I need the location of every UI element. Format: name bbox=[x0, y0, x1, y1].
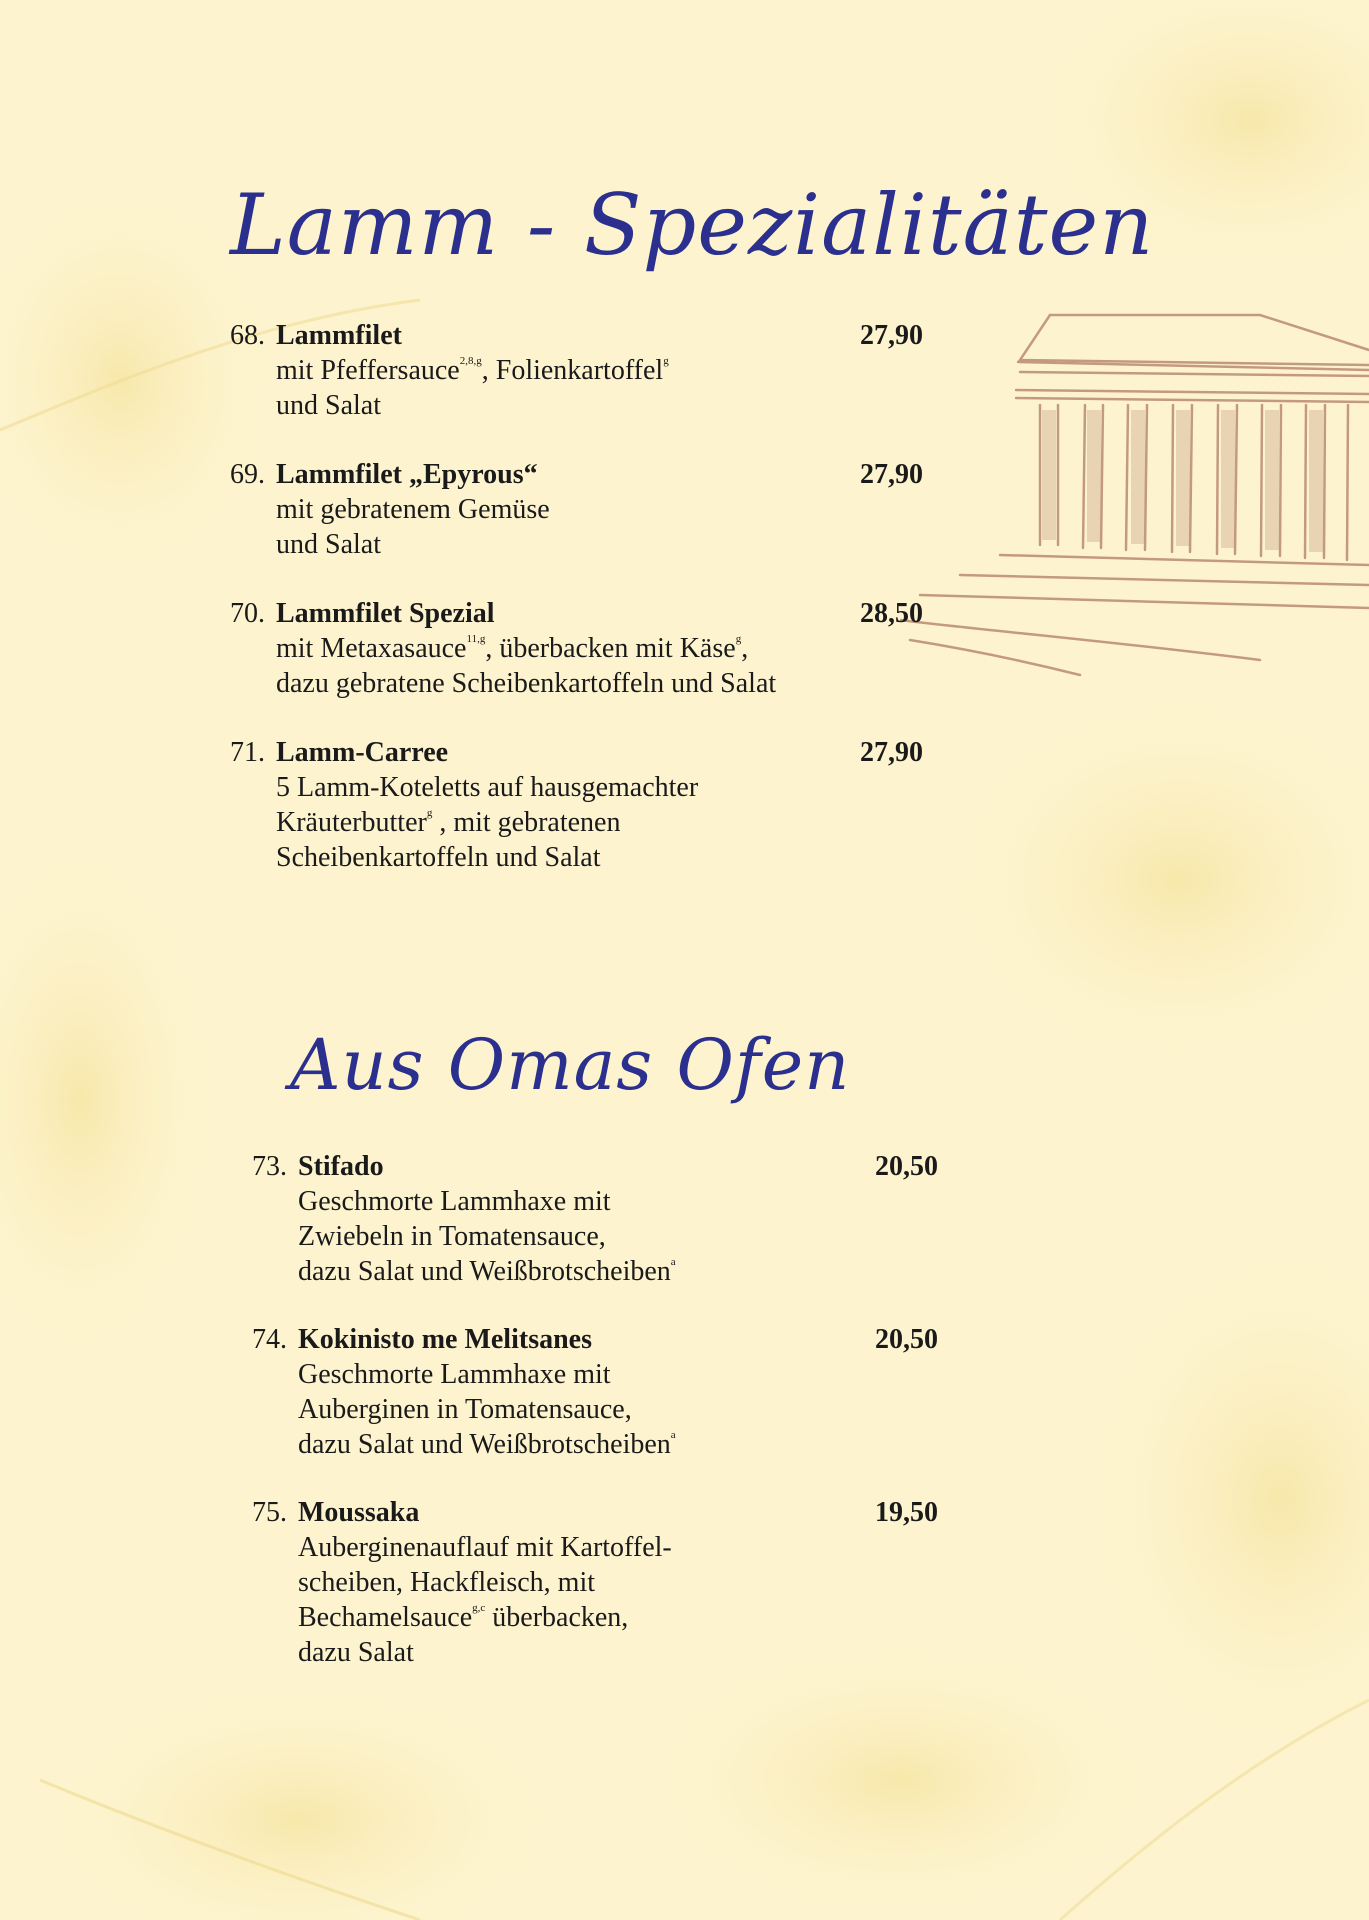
menu-item bbox=[230, 596, 923, 701]
item-description bbox=[276, 492, 550, 562]
description-line bbox=[276, 527, 550, 562]
description-line bbox=[298, 1600, 672, 1635]
item-description bbox=[298, 1184, 676, 1289]
allergen-note: a bbox=[670, 1256, 676, 1268]
description-line bbox=[298, 1530, 672, 1565]
description-line bbox=[298, 1254, 676, 1289]
item-number: 75. bbox=[252, 1497, 287, 1528]
section-title-lamm: Lamm - Spezialitäten bbox=[230, 176, 1155, 274]
item-number: 70. bbox=[230, 598, 265, 629]
item-price: 27,90 bbox=[860, 737, 923, 768]
description-line bbox=[276, 388, 669, 423]
description-text: Auberginenauflauf mit Kartoffel- bbox=[298, 1532, 672, 1563]
description-line bbox=[276, 492, 550, 527]
menu-item bbox=[230, 318, 923, 423]
allergen-note: g bbox=[735, 633, 742, 645]
allergen-note: g bbox=[426, 807, 433, 819]
item-number: 71. bbox=[230, 737, 265, 768]
item-description bbox=[298, 1357, 676, 1462]
description-line bbox=[298, 1357, 676, 1392]
description-text: Kräuterbutter bbox=[276, 807, 427, 838]
menu-item bbox=[252, 1322, 938, 1462]
description-text: mit gebratenem Gemüse bbox=[276, 494, 550, 525]
item-name: Lamm-Carree bbox=[276, 737, 449, 768]
description-text: Zwiebeln in Tomatensauce, bbox=[298, 1221, 606, 1252]
menu-item bbox=[252, 1149, 938, 1289]
description-line bbox=[298, 1219, 676, 1254]
menu-item bbox=[230, 735, 923, 875]
allergen-note: 11,g bbox=[466, 633, 486, 645]
item-price: 20,50 bbox=[875, 1324, 938, 1355]
item-price: 28,50 bbox=[860, 598, 923, 629]
description-text: Geschmorte Lammhaxe mit bbox=[298, 1359, 611, 1390]
description-text: 5 Lamm-Koteletts auf hausgemachter bbox=[276, 772, 699, 803]
description-text: , Folienkartoffel bbox=[481, 355, 664, 386]
description-text: , mit gebratenen bbox=[432, 807, 621, 838]
description-line bbox=[276, 666, 776, 701]
item-number: 68. bbox=[230, 320, 265, 351]
description-text: scheiben, Hackfleisch, mit bbox=[298, 1567, 596, 1598]
description-text: dazu Salat bbox=[298, 1637, 414, 1668]
item-price: 20,50 bbox=[875, 1151, 938, 1182]
menu-item bbox=[252, 1495, 938, 1670]
description-line bbox=[276, 840, 698, 875]
item-description bbox=[276, 770, 698, 875]
description-text: dazu gebratene Scheibenkartoffeln und Salat bbox=[276, 668, 777, 699]
item-description bbox=[276, 631, 776, 701]
description-text: dazu Salat und Weißbrotscheiben bbox=[298, 1429, 671, 1460]
description-text: mit Metaxasauce bbox=[276, 633, 467, 664]
description-text: , überbacken mit Käse bbox=[485, 633, 736, 664]
description-text: überbacken, bbox=[485, 1602, 629, 1633]
allergen-note: g bbox=[663, 355, 669, 367]
item-name: Lammfilet bbox=[276, 320, 402, 351]
allergen-note: a bbox=[670, 1429, 676, 1441]
section-title-omas-ofen: Aus Omas Ofen bbox=[290, 1024, 851, 1106]
item-number: 73. bbox=[252, 1151, 287, 1182]
description-text: Bechamelsauce bbox=[298, 1602, 473, 1633]
description-line bbox=[298, 1635, 672, 1670]
description-text: Auberginen in Tomatensauce, bbox=[298, 1394, 632, 1425]
menu-item bbox=[230, 457, 923, 562]
item-price: 19,50 bbox=[875, 1497, 938, 1528]
description-text: , bbox=[741, 633, 749, 664]
description-line bbox=[298, 1392, 676, 1427]
description-text: dazu Salat und Weißbrotscheiben bbox=[298, 1256, 671, 1287]
description-text: und Salat bbox=[276, 529, 381, 560]
description-line bbox=[276, 631, 776, 666]
item-name: Stifado bbox=[298, 1151, 384, 1182]
item-price: 27,90 bbox=[860, 459, 923, 490]
description-line bbox=[276, 770, 698, 805]
description-line bbox=[298, 1184, 676, 1219]
item-number: 74. bbox=[252, 1324, 287, 1355]
description-line bbox=[298, 1565, 672, 1600]
description-line bbox=[276, 353, 669, 388]
greek-temple-sketch-icon bbox=[900, 310, 1369, 680]
description-line bbox=[276, 805, 698, 840]
item-description bbox=[298, 1530, 672, 1670]
description-text: und Salat bbox=[276, 390, 381, 421]
allergen-note: 2,8,g bbox=[459, 355, 482, 367]
item-name: Kokinisto me Melitsanes bbox=[298, 1324, 592, 1355]
item-name: Moussaka bbox=[298, 1497, 420, 1528]
description-text: mit Pfeffersauce bbox=[276, 355, 460, 386]
description-text: Geschmorte Lammhaxe mit bbox=[298, 1186, 611, 1217]
item-name: Lammfilet „Epyrous“ bbox=[276, 459, 538, 490]
item-price: 27,90 bbox=[860, 320, 923, 351]
item-number: 69. bbox=[230, 459, 265, 490]
description-line bbox=[298, 1427, 676, 1462]
description-text: Scheibenkartoffeln und Salat bbox=[276, 842, 601, 873]
item-name: Lammfilet Spezial bbox=[276, 598, 495, 629]
item-description bbox=[276, 353, 669, 423]
allergen-note: g,c bbox=[472, 1602, 486, 1614]
